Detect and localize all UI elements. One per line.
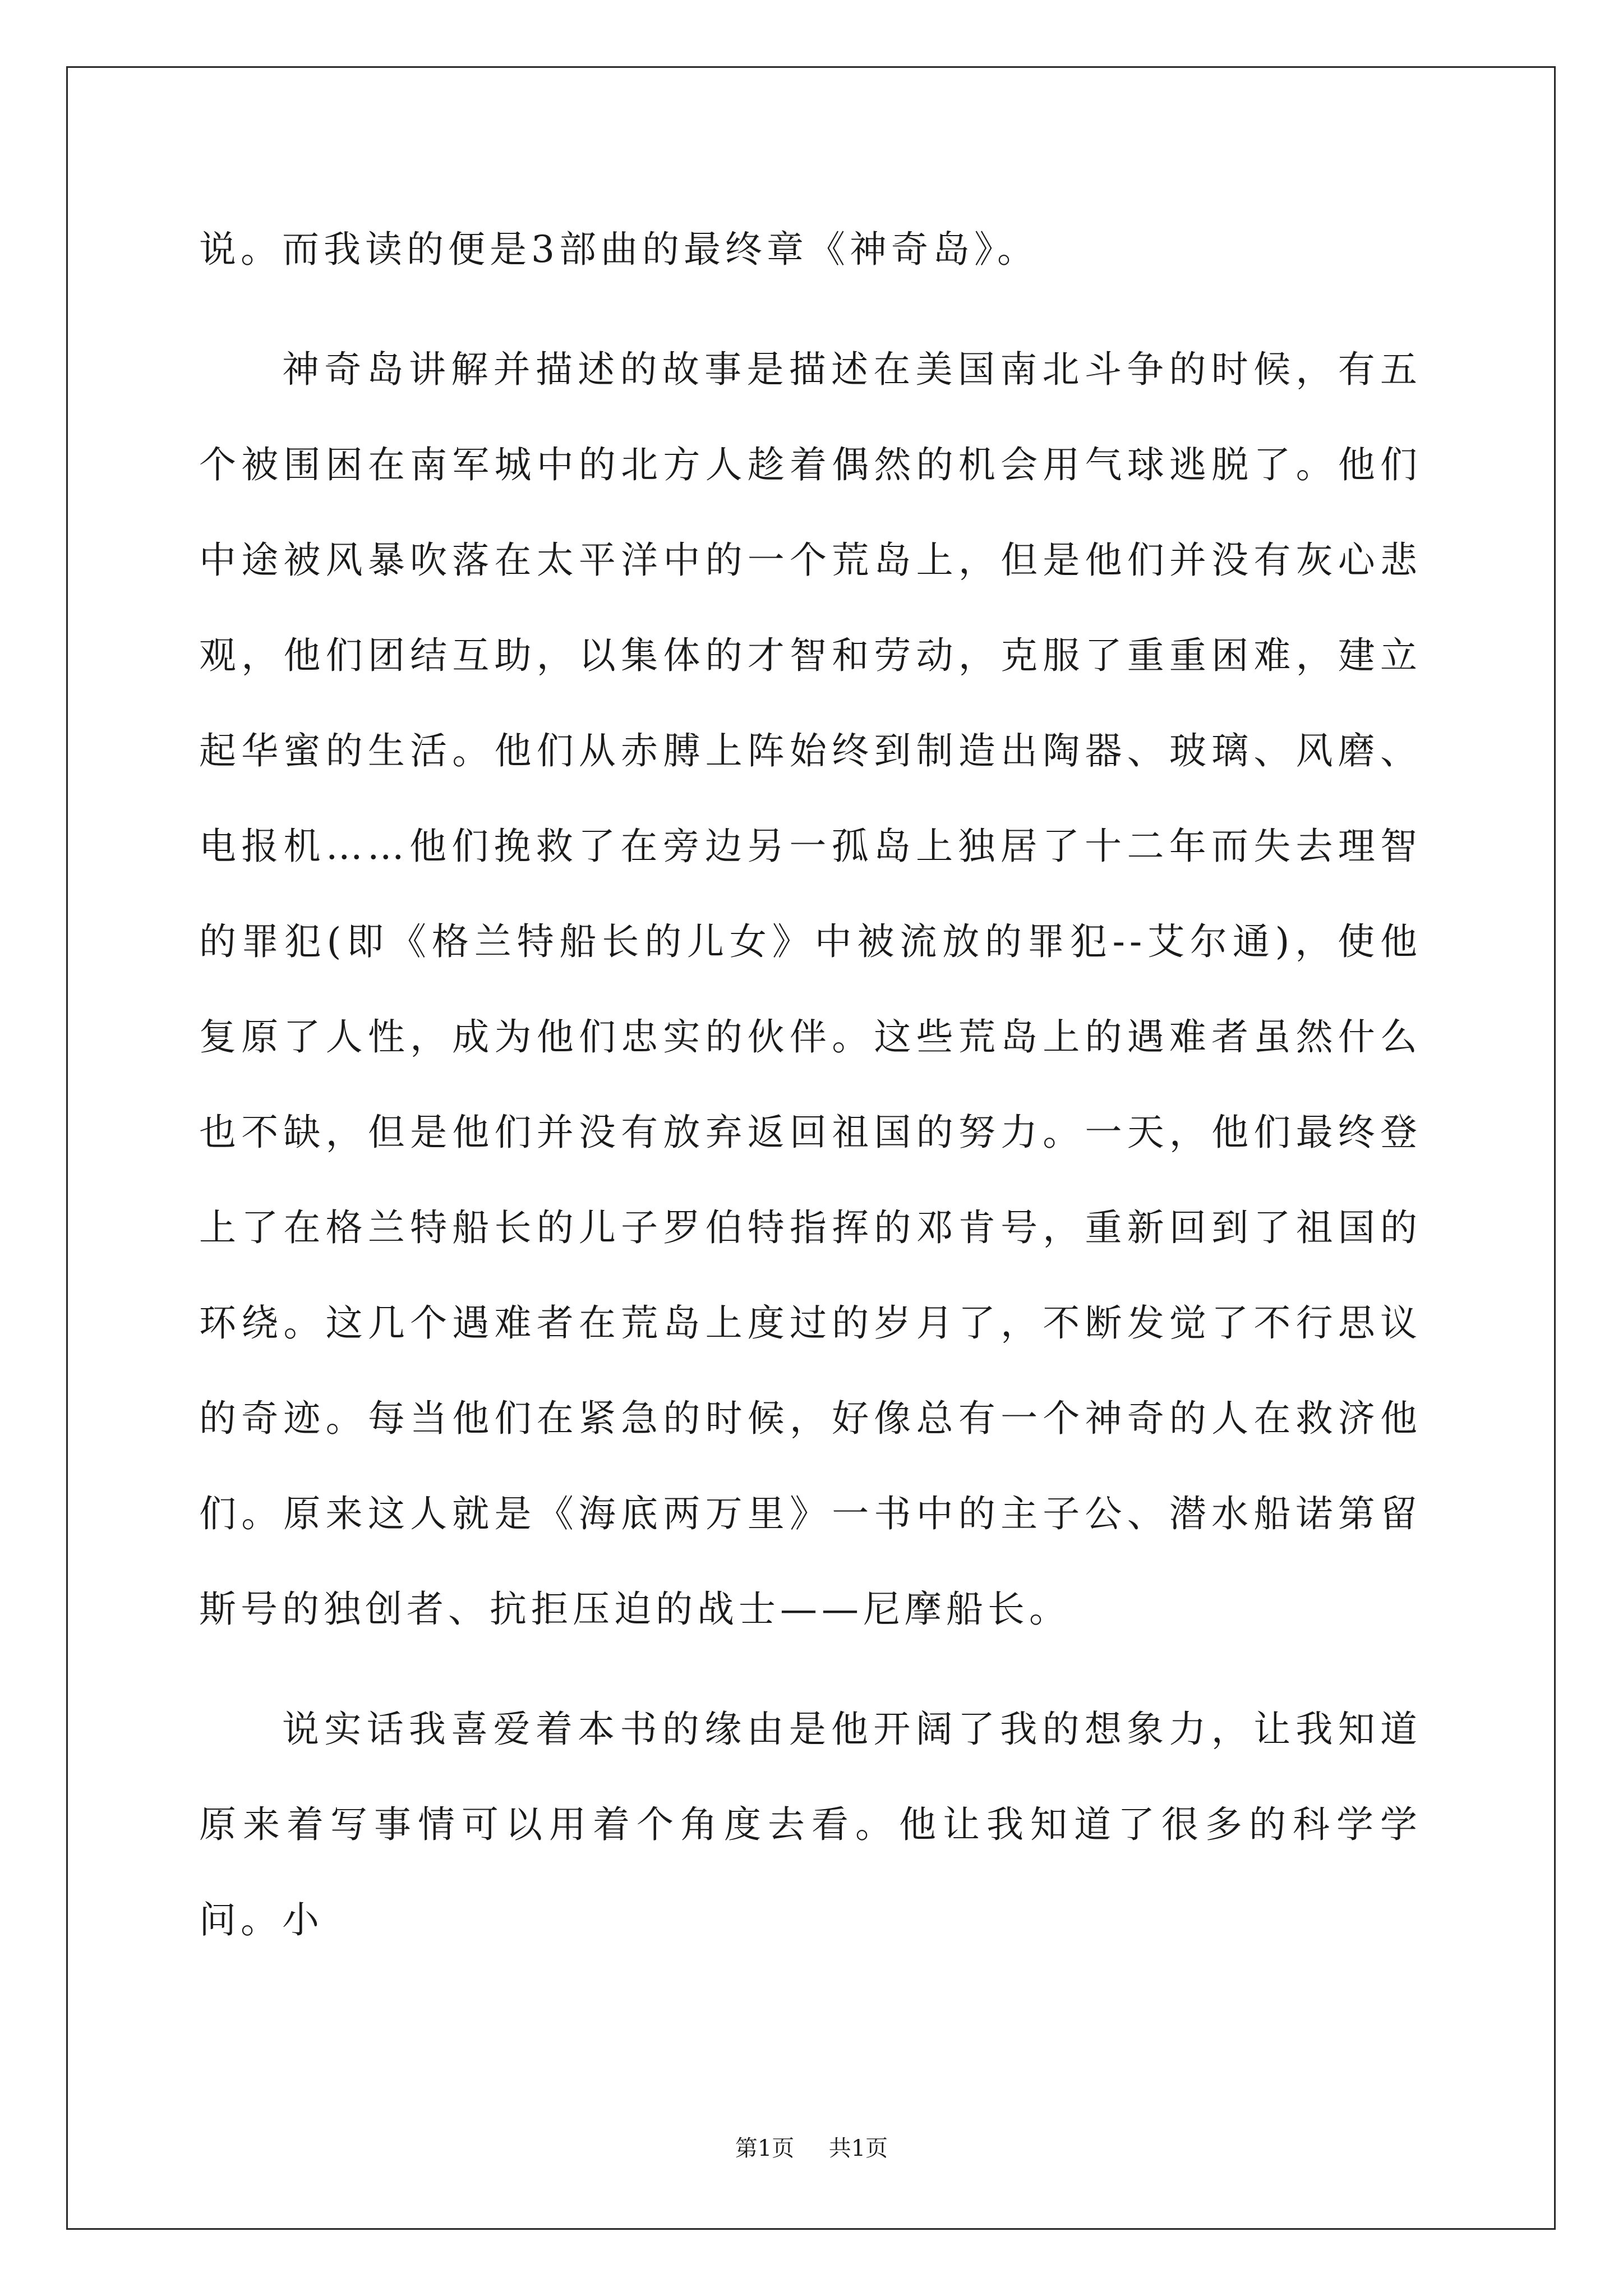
paragraph-3: 说实话我喜爱着本书的缘由是他开阔了我的想象力，让我知道原来着写事情可以用着个角度去看。他让我知道了很多的科学学问。小 bbox=[199, 1708, 1422, 1941]
document-body bbox=[199, 202, 1422, 1968]
page-footer bbox=[0, 2132, 1623, 2165]
page-total: 共1页 bbox=[828, 2136, 888, 2161]
paragraph-1: 说。而我读的便是3部曲的最终章《神奇岛》。 bbox=[199, 228, 1039, 271]
paragraph-2: 神奇岛讲解并描述的故事是描述在美国南北斗争的时候，有五个被围困在南军城中的北方人趁着偶然的机会用气球逃脱了。他们中途被风暴吹落在太平洋中的一个荒岛上，但是他们并没有灰心悲观，他们团结互助，以集体的才智和劳动，克服了重重困难，建立起华蜜的生活。他们从赤膊上阵始终到制造出陶器、玻璃、风磨、电报机……他们挽救了在旁边另一孤岛上独居了十二年而失去理智的罪犯(即《格兰特船长的儿女》中被流放的罪犯--艾尔通)，使他复原了人性，成为他们忠实的伙伴。这些荒岛上的遇难者虽然什么也不缺，但是他们并没有放弃返回祖国的努力。一天，他们最终登上了在格兰特船长的儿子罗伯特指挥的邓肯号，重新回到了祖国的环绕。这几个遇难者在荒岛上度过的岁月了，不断发觉了不行思议的奇迹。每当他们在紧急的时候，好像总有一个神奇的人在救济他们。原来这人就是《海底两万里》一书中的主子公、潜水船诺第留斯号的独创者、抗拒压迫的战士——尼摩船长。 bbox=[199, 348, 1422, 1631]
page-number: 第1页 bbox=[735, 2136, 795, 2161]
